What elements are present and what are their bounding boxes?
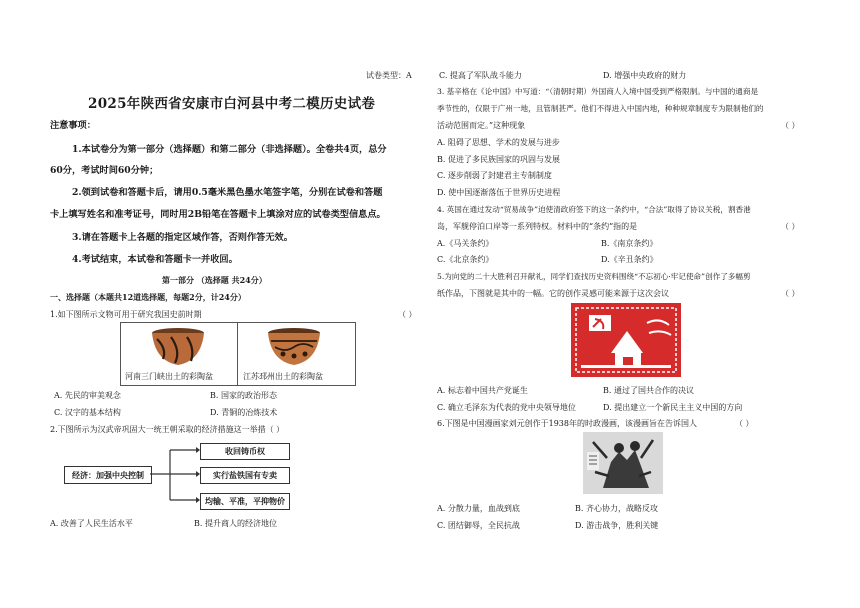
exam-title: 2025年陕西省安康市白河县中考二模历史试卷: [88, 96, 376, 112]
q5-option-d: D. 提出建立一个新民主主义中国的方向: [603, 403, 743, 412]
q1-option-a: A. 先民的审美观念: [54, 391, 121, 400]
q1-option-b: B. 国家的政治形态: [210, 391, 277, 400]
q1-stem: 1.如下图所示文物可用于研究我国史前时期: [50, 310, 202, 319]
q5-line-1: 5.为向党的二十大胜利召开献礼，同学们查找历史资料围绕“不忘初心·牢记使命”创作了多幅剪: [437, 272, 751, 281]
q4-option-b: B.《南京条约》: [601, 239, 658, 248]
q1-caption-2: 江苏邳州出土的彩陶盆: [243, 372, 323, 381]
q6-stem: 6.下图是中国漫画家刘元创作于1938年的时政漫画，该漫画旨在告诉国人: [437, 419, 697, 428]
section-heading: 一、选择题（本题共12道选择题，每题2分，计24分）: [50, 292, 246, 302]
q4-option-d: D.《辛丑条约》: [601, 255, 658, 264]
q3-option-d: D. 使中国逐渐落伍于世界历史进程: [437, 188, 561, 197]
q3-line-3: 活动范围而定。”这种现象: [437, 121, 526, 130]
q1-image-table: [120, 322, 356, 386]
q3-answer-paren: （ ）: [781, 121, 800, 130]
notice-line-3: 2.领到试卷和答题卡后，请用0.5毫米黑色墨水笔签字笔，分别在试卷和答题: [72, 187, 383, 198]
q2-flow-item-3: 均输、平准，平抑物价: [200, 493, 290, 510]
q5-line-2: 纸作品，下图就是其中的一幅。它的创作灵感可能来源于这次会议: [437, 289, 669, 298]
q3-line-1: 3. 基辛格在《论中国》中写道：“（清朝时期）外国商人入境中国受到严格限制。与中国的通商是: [437, 87, 759, 96]
q5-option-c: C. 确立毛泽东为代表的党中央领导地位: [437, 403, 576, 412]
q5-option-a: A. 标志着中国共产党诞生: [437, 386, 528, 395]
pottery-basin-image-1: [149, 327, 207, 367]
q3-option-b: B. 促进了多民族国家的巩固与发展: [437, 155, 560, 164]
q2-option-a: A. 改善了人民生活水平: [50, 519, 133, 528]
notice-heading: 注意事项：: [50, 120, 96, 131]
part1-heading: 第一部分 （选择题 共24分）: [162, 275, 267, 285]
q2-option-d: D. 增强中央政府的财力: [603, 71, 687, 80]
q6-option-b: B. 齐心协力，战略反攻: [575, 504, 658, 513]
q1-option-d: D. 青铜的冶炼技术: [210, 408, 278, 417]
q2-option-c: C. 提高了军队战斗能力: [439, 71, 522, 80]
notice-line-1: 1.本试卷分为第一部分（选择题）和第二部分（非选择题）。全卷共4页，总分: [72, 144, 387, 155]
notice-line-5: 3.请在答题卡上各题的指定区域作答，否则作答无效。: [72, 232, 293, 243]
q4-line-1: 4. 英国在通过发动“贸易战争”迫使清政府签下的这一条约中，“合法”取得了协议关税，割香港: [437, 205, 751, 214]
q2-flow-item-1: 收回铸币权: [200, 443, 290, 460]
q2-flow-connector: [150, 440, 200, 506]
cartoon-image: [583, 432, 663, 494]
q2-option-b: B. 提升商人的经济地位: [194, 519, 277, 528]
q3-option-a: A. 阻碍了思想、学术的发展与进步: [437, 138, 560, 147]
left-column: [48, 0, 430, 608]
q2-stem: 2.下图所示为汉武帝巩固大一统王朝采取的经济措施这一举措（ ）: [50, 425, 285, 434]
q4-option-c: C.《北京条约》: [437, 255, 494, 264]
pottery-basin-image-2: [265, 327, 323, 367]
q5-option-b: B. 通过了国共合作的决议: [603, 386, 694, 395]
q6-answer-paren: （ ）: [735, 419, 754, 428]
q2-flow-left: 经济：加强中央控制: [64, 466, 152, 484]
q1-caption-1: 河南三门峡出土的彩陶盆: [125, 372, 213, 381]
q3-option-c: C. 逐步削弱了封建君主专制制度: [437, 171, 552, 180]
q2-flow-item-2: 实行盐铁国有专卖: [200, 467, 290, 484]
right-column: [437, 0, 809, 608]
q3-line-2: 季节性的，仅限于广州一地，且管制甚严。他们不得进入中国内地，种种规章制度专为限制他们的: [437, 104, 764, 113]
q6-option-d: D. 游击战争，胜利关键: [575, 521, 659, 530]
q4-option-a: A.《马关条约》: [437, 239, 494, 248]
q1-option-c: C. 汉字的基本结构: [54, 408, 121, 417]
q1-answer-paren: （ ）: [398, 310, 417, 319]
notice-line-4: 卡上填写姓名和准考证号，同时用2B铅笔在答题卡上填涂对应的试卷类型信息点。: [50, 209, 386, 220]
q6-option-c: C. 团结御辱，全民抗战: [437, 521, 520, 530]
notice-line-6: 4.考试结束，本试卷和答题卡一并收回。: [72, 254, 238, 265]
q4-answer-paren: （ ）: [781, 222, 800, 231]
notice-line-2: 60分，考试时间60分钟；: [50, 165, 159, 176]
q4-line-2: 岛，军舰停泊口岸等一系列特权。材料中的“条约”指的是: [437, 222, 638, 231]
q5-answer-paren: （ ）: [781, 289, 800, 298]
q6-option-a: A. 分散力量，血战到底: [437, 504, 520, 513]
exam-type: 试卷类型：A: [366, 71, 412, 80]
papercut-image: [571, 303, 681, 377]
